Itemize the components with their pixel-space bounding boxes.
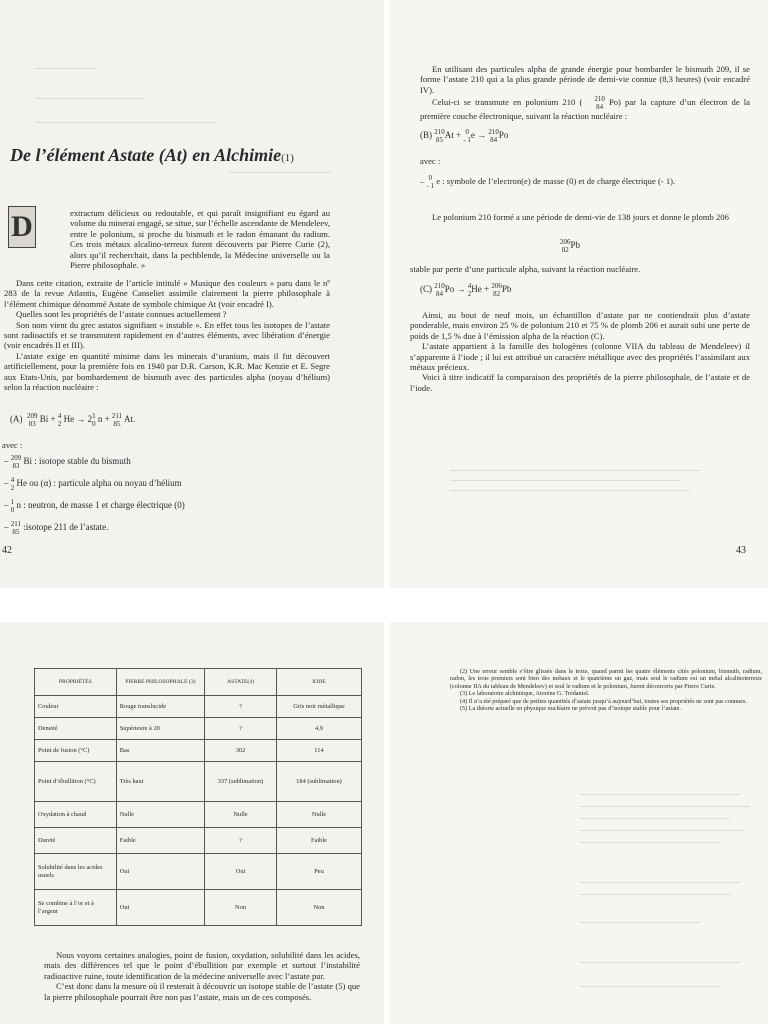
equation-a-fraction: 211 85 <box>111 412 123 428</box>
table-cell: Point de fusion (°C) <box>35 740 117 762</box>
page-45 <box>390 622 768 1024</box>
equation-c: (C) 210 84 Po → 4 2 He + 206 82 Pb <box>420 282 512 298</box>
table-cell: Densité <box>35 718 117 740</box>
body-text-polonium: Le polonium 210 formé a une période de demi-vie de 138 jours et donne le plomb 206 <box>432 212 729 222</box>
definition-he: – 4 2 He ou (α) : particule alpha ou noyau d’hélium <box>4 476 182 492</box>
equation-a: (A) 209 83 Bi + 4 2 He → 2 1 0 n + 211 85 At. <box>10 412 136 428</box>
body-text-top: En utilisant des particules alpha de grande énergie pour bombarder le bismuth 209, il se forme l’astate 210 qui a la plus grande période de demi-vie connue (8,3 heures) (voir encadré IV). Celui-ci se transmute en polonium 210 ( 210 84 Po) par la capture d’un électron de la première couche électronique, suivant la réaction nucléaire : <box>420 64 751 122</box>
table-cell: Nulle <box>205 802 277 828</box>
equation-a-fraction: 209 83 <box>27 412 38 428</box>
body-text-bottom: Ainsi, au bout de neuf mois, un échantillon d’astate par ne contiendrait plus d’astate ponderable, mais environ 25 % de polonium 210 et 75 % de plomb 206 et aurait subi une perte de poids de 1,5 % due à l’émission alpha de la réaction (C). L’astate appartient à la famille des hologènes (colonne VIIA du tableau de Mendeleev) il s’apparente à l’iode ; il lui est attribué un caractère métallique avec des propriétés l’assimilant aux métaux précieux. Voici à titre indicatif la comparaison des propriétés de la pierre philosophale, de l’astate et de l’iode. <box>410 310 750 393</box>
table-cell: Très haut <box>116 762 204 802</box>
table-cell: Faible <box>276 828 361 854</box>
table-header: PIERRE PHILOSOPHALE (3) <box>116 669 204 696</box>
table-cell: Oui <box>205 854 277 890</box>
table-cell: 4,9 <box>276 718 361 740</box>
table-cell: Nulle <box>116 802 204 828</box>
definition-bi: – 209 83 Bi : isotope stable du bismuth <box>4 454 131 470</box>
table-row <box>35 696 362 718</box>
table-cell: Non <box>276 890 361 926</box>
table-cell: 337 (sublimation) <box>205 762 277 802</box>
body-text: Dans cette citation, extraite de l’article intitulé « Musique des couleurs » paru dans le nº 283 de la revue Atlantis, Eugène Canseliet assimile clairement la pierre philosophale à l’élément chimique dénommé Astate de symbole chimique At (voir encadré I). Quelles sont les propriétés de l’astate connues actuellement ? Son nom vient du grec astatos signifiant « instable ». En effet tous les isotopes de l’astate sont radioactifs et se transmutent rapidement en d’autres éléments, avec libération d’énergie (voir encadrés II et III). L’astate exige en quantité minime dans les minerais d’uranium, mais il fut découvert artificiellement, pour la première fois en 1940 par D.R. Carson, K.R. Mac Kenzie et E. Segre aux Etats-Unis, par bombardement de bismuth avec des particules alpha (noyau d’hélium) selon la réaction nucléaire : <box>4 278 330 393</box>
equation-a-fraction: 1 0 <box>92 412 96 428</box>
table-header-row <box>35 669 362 696</box>
table-cell: Se combine à l’or et à l’argent <box>35 890 117 926</box>
page-number: 43 <box>736 545 746 556</box>
footnote: (3) Le laboratoire alchimique, Atorène G. Trédaniel. <box>460 690 590 698</box>
table-row <box>35 762 362 802</box>
table-cell: Supérieure à 20 <box>116 718 204 740</box>
conclusion-text: Nous voyons certaines analogies, point de fusion, oxydation, solubilité dans les acides, mais des différences tel que le point d’ébullition par exemple et surtout l’instabilité radioactive ruine, toute identification de la médecine universelle avec l’astate pur. C’est donc dans la mesure où il resterait à découvrir un isotope stable de l’astate (5) que la pierre philosophale pourrait être non pas l’astate, mais un de ces composés. <box>44 950 360 1002</box>
table-cell: Rouge translucide <box>116 696 204 718</box>
page-43 <box>390 0 768 588</box>
page-42 <box>0 0 384 588</box>
footnotes <box>450 668 762 712</box>
table-cell: Oxydation à chaud <box>35 802 117 828</box>
table-cell: ? <box>205 696 277 718</box>
table-cell: Oui <box>116 890 204 926</box>
avec-label: avec : <box>420 156 441 166</box>
table-cell: Gris noir métallique <box>276 696 361 718</box>
table-row <box>35 802 362 828</box>
definition-electron: – 0 - 1 e : symbole de l’electron(e) de masse (0) et de charge électrique (- 1). <box>420 174 676 190</box>
table-header: PROPRIÉTÉS <box>35 669 117 696</box>
article-title: De l’élément Astate (At) en Alchimie(1) <box>10 145 294 165</box>
table-cell: Point d’ébullition (°C) <box>35 762 117 802</box>
definition-at: – 211 85 :isotope 211 de l’astate. <box>4 520 109 536</box>
footnote: (2) Une erreur semble s’être glissée dans le texte, quand parmi les quatre éléments cités polonium, bismuth, radium, radon, les trois premiers sont bien des métaux et le quatrième un gaz, mais seul le radium est un métal alcalinoterreux (colonne IIA du tableau de Mendeleev) et seul le radium et le polonium, furent découverts par Pierre Curie. <box>450 668 762 690</box>
page-44 <box>0 622 384 1024</box>
table-header: ASTATE(4) <box>205 669 277 696</box>
table-row <box>35 718 362 740</box>
table-row <box>35 828 362 854</box>
table-cell: Peu <box>276 854 361 890</box>
table-cell: 184 (sublimation) <box>276 762 361 802</box>
table-cell: ? <box>205 718 277 740</box>
table-cell: Bas <box>116 740 204 762</box>
footnote: (5) La théorie actuelle en physique nucléaire ne prévoit pas d’isotope stable pour l’astate. <box>460 705 681 713</box>
equation-b: (B) 210 85 At + 0 - 1 e → 210 84 Po <box>420 128 509 144</box>
table-cell: Couleur <box>35 696 117 718</box>
table-cell: Solubilité dans les acides usuels <box>35 854 117 890</box>
table-cell: Nulle <box>276 802 361 828</box>
table-cell: ? <box>205 828 277 854</box>
table-cell: Faible <box>116 828 204 854</box>
definition-n: – 1 0 n : neutron, de masse 1 et charge électrique (0) <box>4 498 185 514</box>
table-cell: 302 <box>205 740 277 762</box>
table-row <box>35 740 362 762</box>
body-text-stable: stable par perte d’une particule alpha, suivant la réaction nucléaire. <box>410 264 641 274</box>
table-cell: Dureté <box>35 828 117 854</box>
table-row <box>35 854 362 890</box>
page-number: 42 <box>2 545 12 556</box>
table-row <box>35 890 362 926</box>
drop-cap: D <box>8 206 36 248</box>
properties-table <box>34 668 362 926</box>
equation-a-fraction: 4 2 <box>57 412 62 428</box>
avec-label: avec : <box>2 440 23 450</box>
table-cell: 114 <box>276 740 361 762</box>
definition-list <box>4 454 334 536</box>
footnote: (4) Il n’a été préparé que de petites quantités d’astate jusqu’à aujourd’hui, toutes ses propriétés ne sont pas connues. <box>460 697 747 705</box>
table-cell: Non <box>205 890 277 926</box>
lead-isotope: 206 82 Pb <box>560 238 581 254</box>
intro-quote: extractum délicieux ou redoutable, et qui paraît insignifiant eu égard au volume du minerai engagé, se situe, sur l’échelle ascendante de Mendeleev, entre le polonium, si proche du bismuth et le radon émanant du radium. Ces trois métaux alcalino-terreux furent découverts par Pierre Curie (2), alors qu’il recherchait, dans la pechblende, la Médecine universelle ou la Pierre philosophale. » <box>70 208 330 271</box>
table-cell: Oui <box>116 854 204 890</box>
table-header: IODE <box>276 669 361 696</box>
fraction-po-210: 210 84 <box>594 95 605 112</box>
